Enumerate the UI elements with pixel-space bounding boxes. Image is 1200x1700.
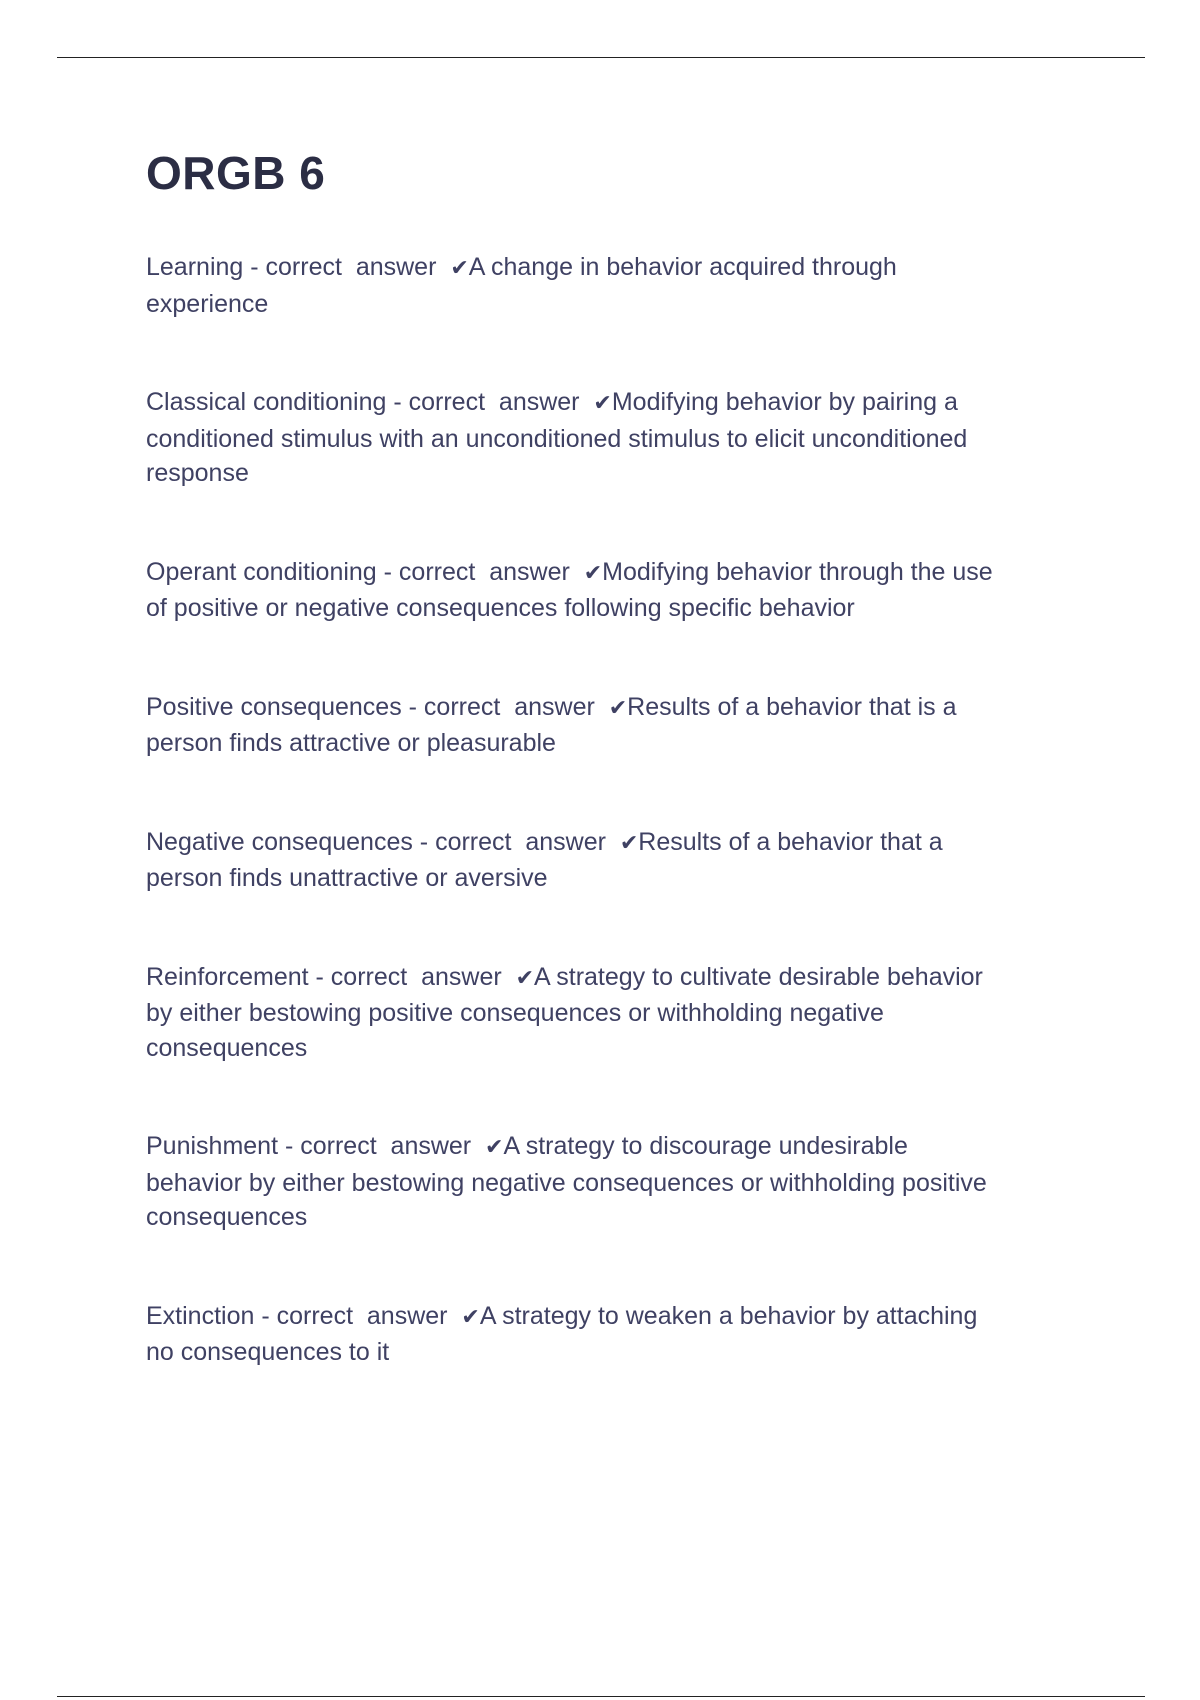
qa-answer: A strategy to discourage undesirable behavior by either bestowing negative consequences or withholding positive consequences [146, 1132, 987, 1231]
qa-term: Learning [146, 253, 244, 281]
qa-separator: - correct answer [278, 1132, 486, 1160]
qa-item [146, 555, 1086, 626]
qa-separator: - correct answer [243, 253, 451, 281]
qa-separator: - correct answer [254, 1301, 462, 1330]
qa-term: Punishment [146, 1132, 279, 1160]
qa-item [146, 1299, 1086, 1370]
qa-separator: - correct answer [412, 827, 620, 856]
checkmark-icon: ✔ [450, 256, 469, 281]
checkmark-icon: ✔ [593, 391, 612, 416]
top-rule [57, 57, 1145, 58]
qa-separator: - correct answer [308, 962, 516, 991]
checkmark-icon: ✔ [608, 695, 628, 721]
qa-item [146, 1129, 1086, 1235]
qa-separator: - correct answer [401, 692, 609, 721]
page-title: ORGB 6 [146, 147, 326, 199]
qa-answer: A strategy to weaken a behavior by attaching no consequences to it [146, 1301, 978, 1366]
qa-term: Classical conditioning [146, 388, 387, 416]
checkmark-icon: ✔ [515, 965, 535, 991]
qa-item [146, 960, 1086, 1066]
qa-answer: Modifying behavior by pairing a conditioned stimulus with an unconditioned stimulus to elicit unconditioned response [146, 388, 968, 487]
qa-list [146, 250, 1086, 1434]
qa-separator: - correct answer [376, 557, 584, 586]
qa-answer: Modifying behavior through the use of positive or negative consequences following specific behavior [146, 557, 993, 622]
qa-answer: Results of a behavior that a person finds unattractive or aversive [146, 827, 943, 892]
bottom-rule [57, 1696, 1145, 1697]
checkmark-icon: ✔ [461, 1304, 480, 1330]
checkmark-icon: ✔ [583, 560, 603, 586]
qa-term: Operant conditioning [146, 557, 377, 586]
checkmark-icon: ✔ [485, 1135, 504, 1160]
qa-answer: A strategy to cultivate desirable behavior by either bestowing positive consequences or withholding negative consequences [146, 962, 983, 1062]
qa-answer: A change in behavior acquired through experience [146, 253, 897, 318]
qa-term: Reinforcement [146, 962, 309, 991]
qa-item [146, 690, 1086, 761]
qa-term: Extinction [146, 1301, 255, 1330]
qa-item [146, 250, 1086, 321]
qa-item [146, 825, 1086, 896]
qa-separator: - correct answer [386, 388, 594, 416]
qa-term: Positive consequences [146, 692, 402, 721]
qa-answer: Results of a behavior that is a person finds attractive or pleasurable [146, 692, 957, 757]
qa-term: Negative consequences [146, 827, 413, 856]
qa-item [146, 385, 1086, 491]
checkmark-icon: ✔ [619, 830, 639, 856]
